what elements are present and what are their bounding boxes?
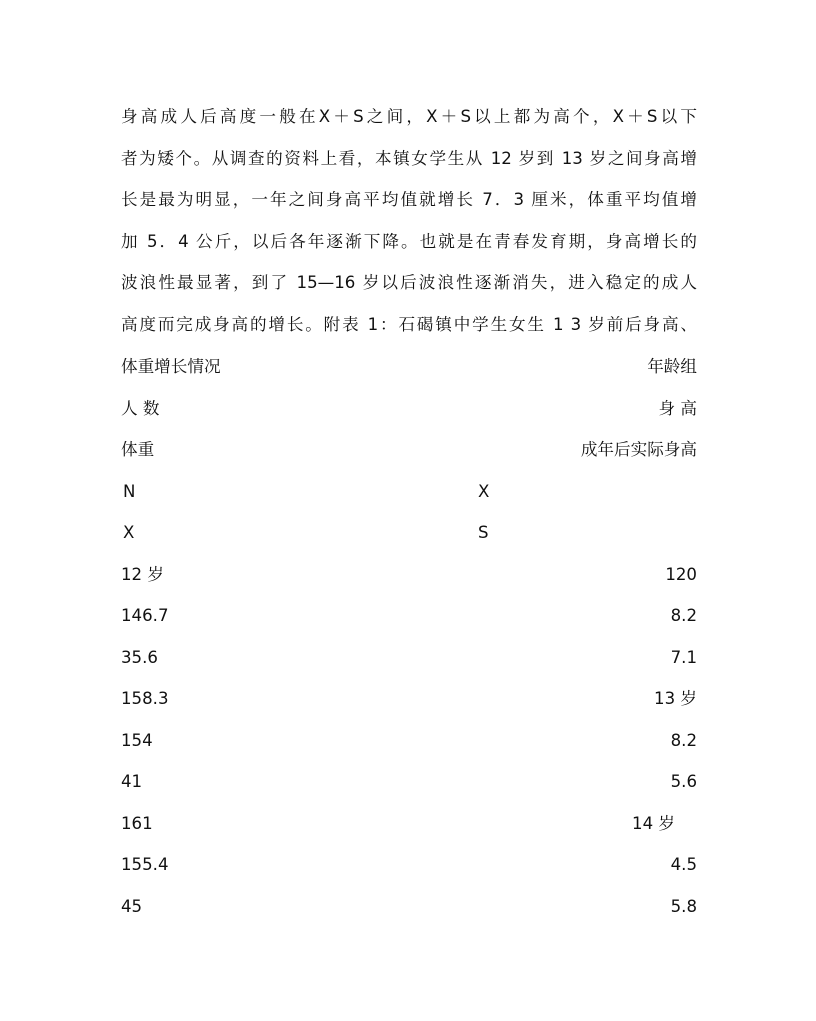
row-left-text: 158.3 xyxy=(121,689,169,708)
table-row xyxy=(121,388,697,430)
table-row xyxy=(121,803,697,845)
row-left-text: 146.7 xyxy=(121,606,169,625)
table-row xyxy=(121,554,697,596)
row-left-text: 12 岁 xyxy=(121,564,164,584)
row-right-text: 年龄组 xyxy=(647,357,697,376)
paragraph-line: 波浪性最显著，到了 15—16 岁以后波浪性逐渐消失，进入稳定的成人 xyxy=(121,273,697,292)
paragraph-line: 长是最为明显，一年之间身高平均值就增长 7．3 厘米，体重平均值增 xyxy=(121,190,697,209)
row-left-text: 体重 xyxy=(121,440,155,459)
table-row xyxy=(121,471,697,513)
row-middle-text: S xyxy=(478,523,489,542)
row-left-text: 161 xyxy=(121,813,153,833)
row-right-text: 8.2 xyxy=(670,730,697,750)
paragraph-line: 加 5．4 公斤，以后各年逐渐下降。也就是在青春发育期，身高增长的 xyxy=(121,231,697,251)
row-left-text: 35.6 xyxy=(121,647,158,667)
row-left-text: 154 xyxy=(121,730,153,750)
row-right-text: 5.6 xyxy=(670,772,697,791)
table-row xyxy=(121,346,697,388)
table-row xyxy=(121,637,697,679)
row-right-text: 8.2 xyxy=(670,606,697,625)
row-left-text: 45 xyxy=(121,896,143,916)
row-right-text: 7.1 xyxy=(670,647,697,667)
row-left-text: X xyxy=(123,523,135,542)
table-row xyxy=(121,595,697,637)
table-row xyxy=(121,429,697,471)
table-row xyxy=(121,886,697,928)
body-paragraph xyxy=(121,96,697,345)
row-left-text: 155.4 xyxy=(121,855,169,874)
table-row xyxy=(121,844,697,886)
table-row xyxy=(121,512,697,554)
row-left-text: 41 xyxy=(121,772,143,791)
table-text-rows xyxy=(121,346,697,927)
row-right-text: 成年后实际身高 xyxy=(580,440,697,459)
paragraph-line: 者为矮个。从调查的资料上看，本镇女学生从 12 岁到 13 岁之间身高增 xyxy=(121,148,697,168)
row-right-text: 120 xyxy=(665,564,697,584)
row-right-text: 身 高 xyxy=(658,398,697,418)
row-left-text: N xyxy=(123,481,136,501)
row-right-text: 4.5 xyxy=(670,855,697,874)
table-row xyxy=(121,761,697,803)
paragraph-line: 高度而完成身高的增长。附表 1：石碣镇中学生女生 1 3 岁前后身高、 xyxy=(121,314,697,334)
paragraph-line: 身高成人后高度一般在X＋S之间，X＋S以上都为高个，X＋S以下 xyxy=(121,107,697,126)
row-right-text: 13 岁 xyxy=(654,689,697,708)
row-right-text: 14 岁 xyxy=(632,813,675,833)
row-middle-text: X xyxy=(478,481,490,501)
row-left-text: 人 数 xyxy=(121,398,160,418)
table-row xyxy=(121,678,697,720)
row-right-text: 5.8 xyxy=(670,896,697,916)
row-left-text: 体重增长情况 xyxy=(121,357,221,376)
table-row xyxy=(121,720,697,762)
